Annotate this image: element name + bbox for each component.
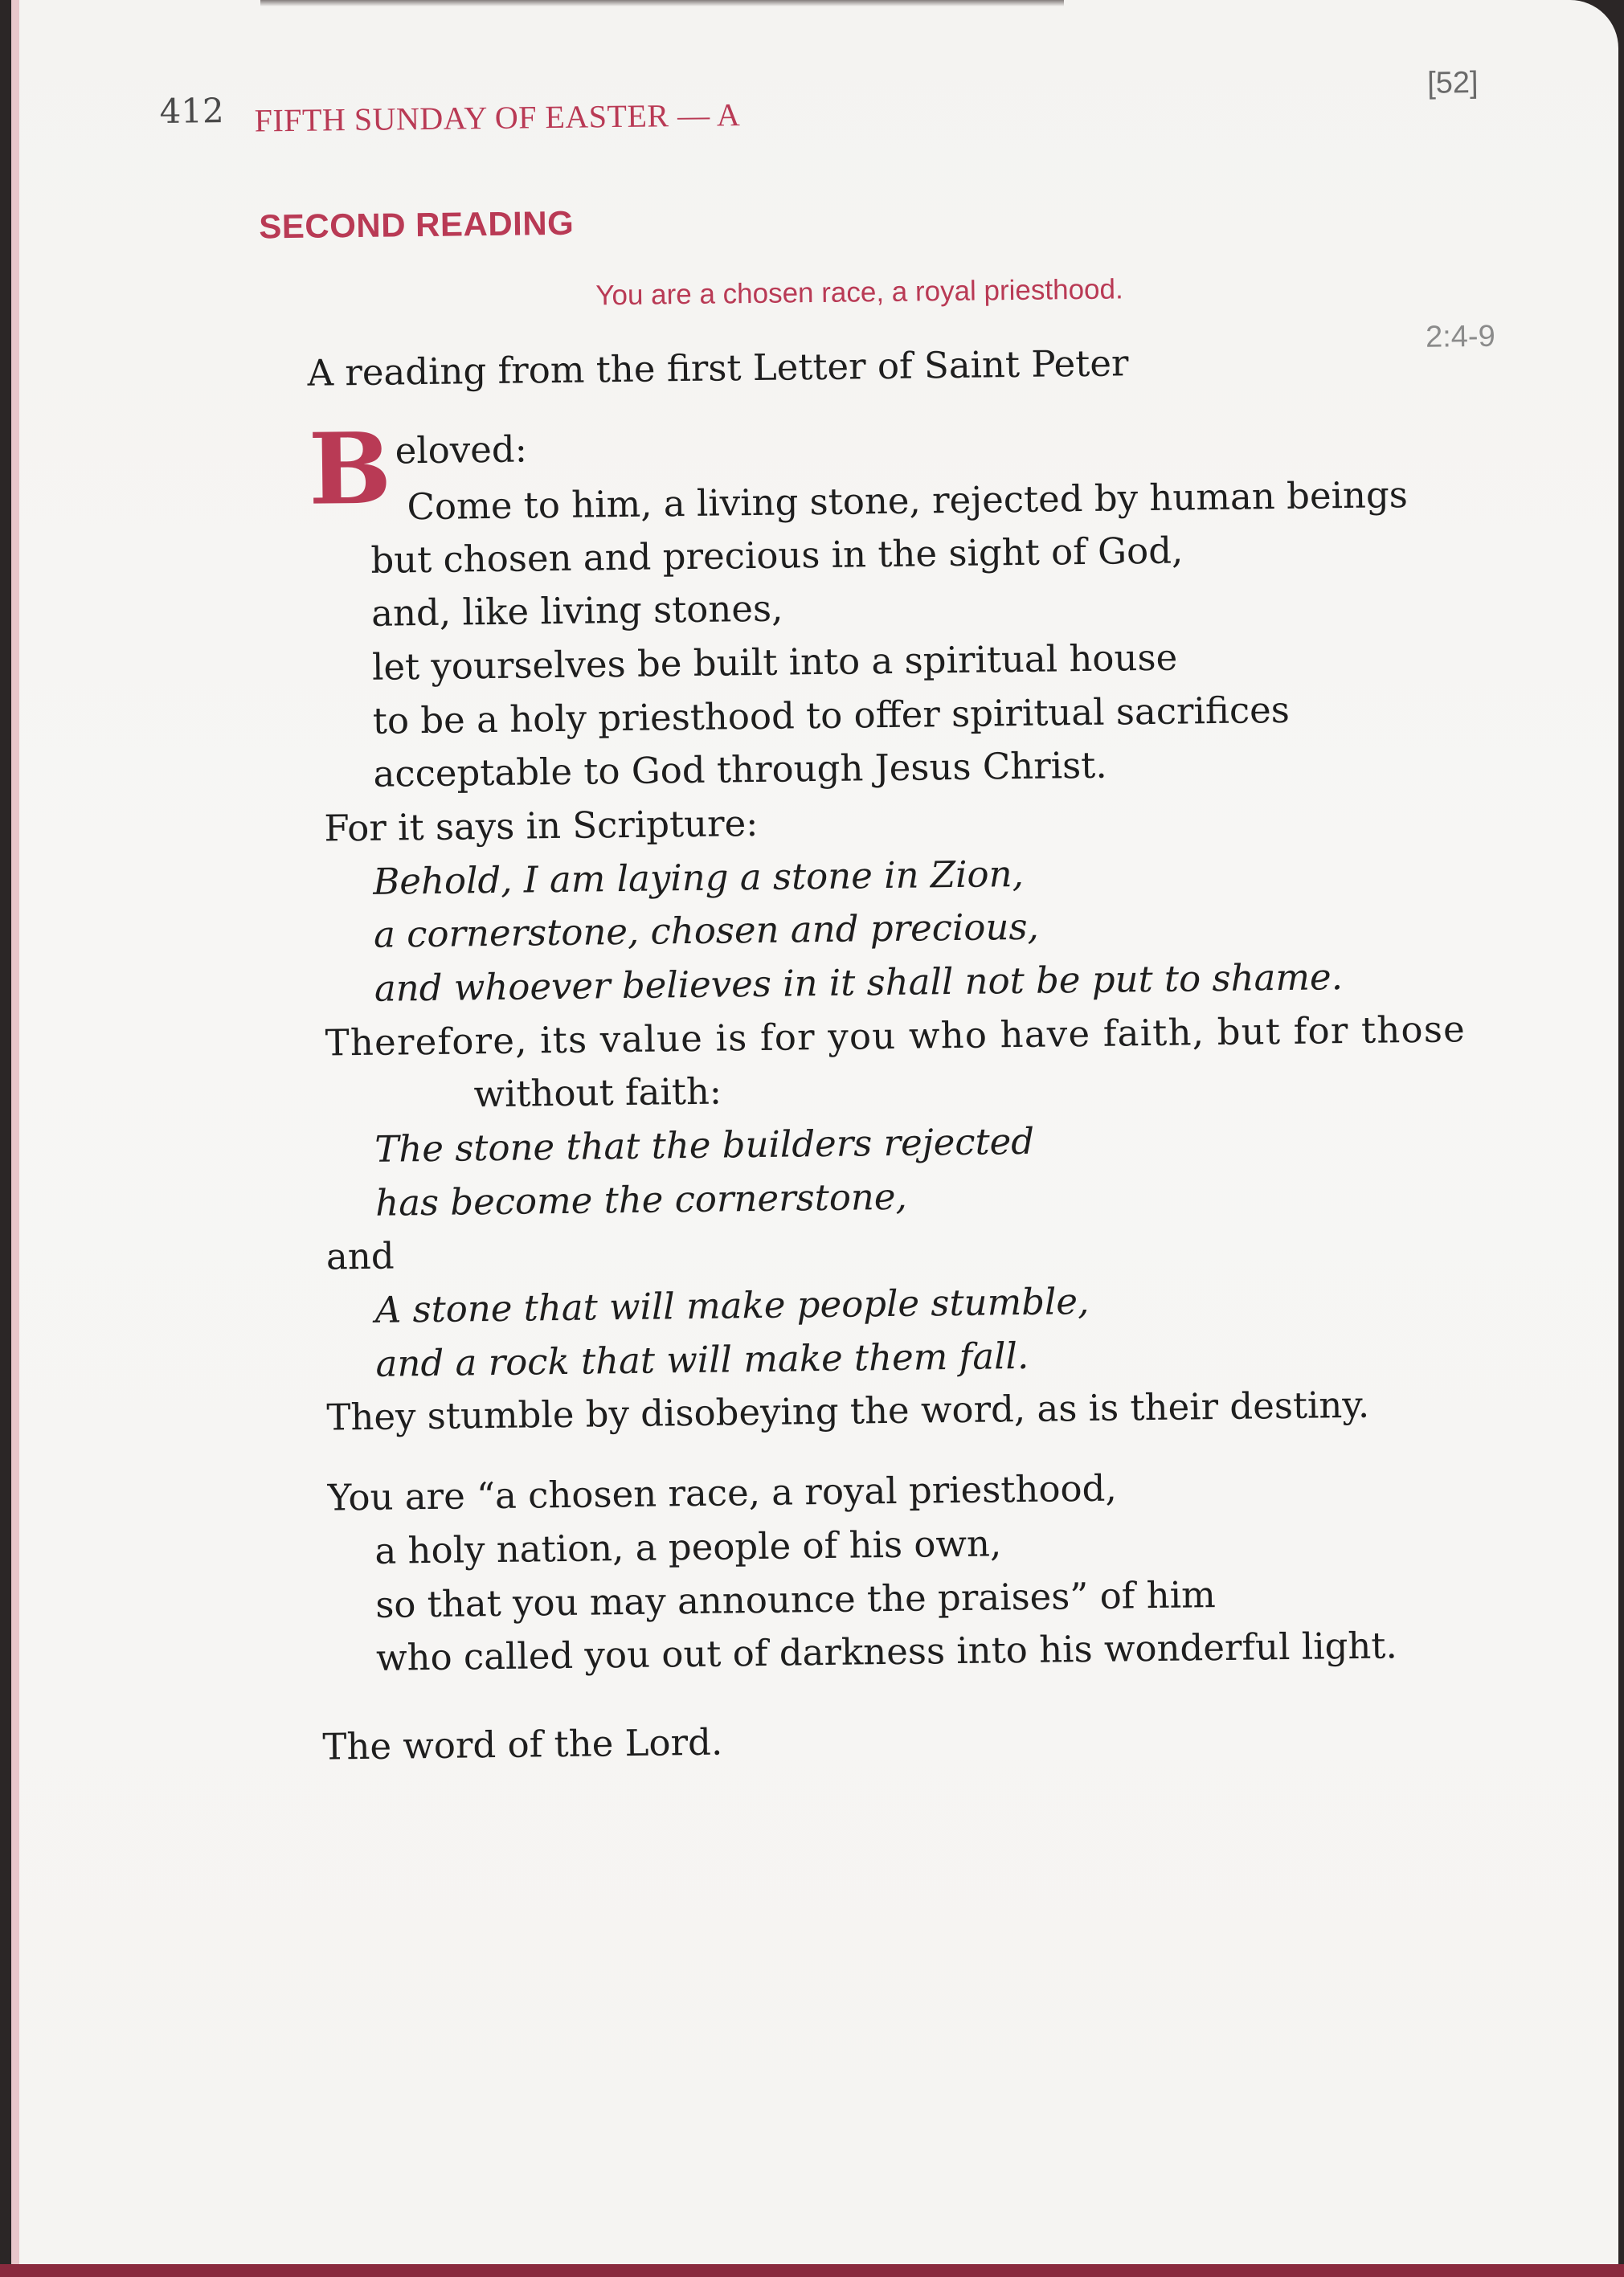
text-line: a holy nation, a people of his own, xyxy=(374,1522,1002,1572)
quoted-line: A stone that will make people stumble, xyxy=(374,1279,1090,1331)
quoted-line: and a rock that will make them fall. xyxy=(375,1334,1029,1385)
text-line: eloved: xyxy=(395,427,528,472)
text-line: and, like living stones, xyxy=(370,587,783,635)
page-content xyxy=(11,0,1618,2264)
drop-cap: B xyxy=(308,410,392,527)
text-line: acceptable to God through Jesus Christ. xyxy=(373,743,1107,795)
text-line: but chosen and precious in the sight of God, xyxy=(370,529,1184,582)
quoted-line: a cornerstone, chosen and precious, xyxy=(373,905,1040,956)
text-line: and xyxy=(325,1234,395,1278)
text-line: to be a holy priesthood to offer spiritual sacrifices xyxy=(372,688,1291,742)
text-line: For it says in Scripture: xyxy=(324,801,759,850)
quoted-line: The stone that the builders rejected xyxy=(374,1119,1035,1171)
lectionary-number: [52] xyxy=(1426,65,1479,100)
text-line: Therefore, its value is for you who have faith, but for those xyxy=(325,1008,1467,1065)
closing-acclamation: The word of the Lord. xyxy=(322,1720,723,1768)
text-line: let yourselves be built into a spiritual house xyxy=(371,636,1178,689)
text-line: who called you out of darkness into his wonderful light. xyxy=(375,1624,1398,1679)
text-line: without faith: xyxy=(473,1069,722,1116)
text-line: They stumble by disobeying the word, as is their destiny. xyxy=(326,1383,1370,1439)
text-line: so that you may announce the praises” of him xyxy=(374,1573,1217,1626)
quoted-line: and whoever believes in it shall not be put to shame. xyxy=(374,955,1344,1010)
quoted-line: Behold, I am laying a stone in Zion, xyxy=(372,852,1025,903)
quoted-line: has become the cornerstone, xyxy=(374,1175,908,1224)
scripture-citation: 2:4-9 xyxy=(1425,319,1495,354)
page-number: 412 xyxy=(159,91,224,131)
reading-summary: You are a chosen race, a royal priesthood. xyxy=(595,273,1123,312)
text-line: Come to him, a living stone, rejected by human beings xyxy=(407,473,1409,529)
reading-intro: A reading from the first Letter of Saint Peter xyxy=(307,341,1129,394)
page-edge xyxy=(0,2264,1624,2277)
text-line: You are “a chosen race, a royal priesthood, xyxy=(327,1466,1118,1519)
book-page xyxy=(11,0,1618,2264)
running-head: FIFTH SUNDAY OF EASTER — A xyxy=(254,96,741,139)
section-title: SECOND READING xyxy=(259,203,575,246)
